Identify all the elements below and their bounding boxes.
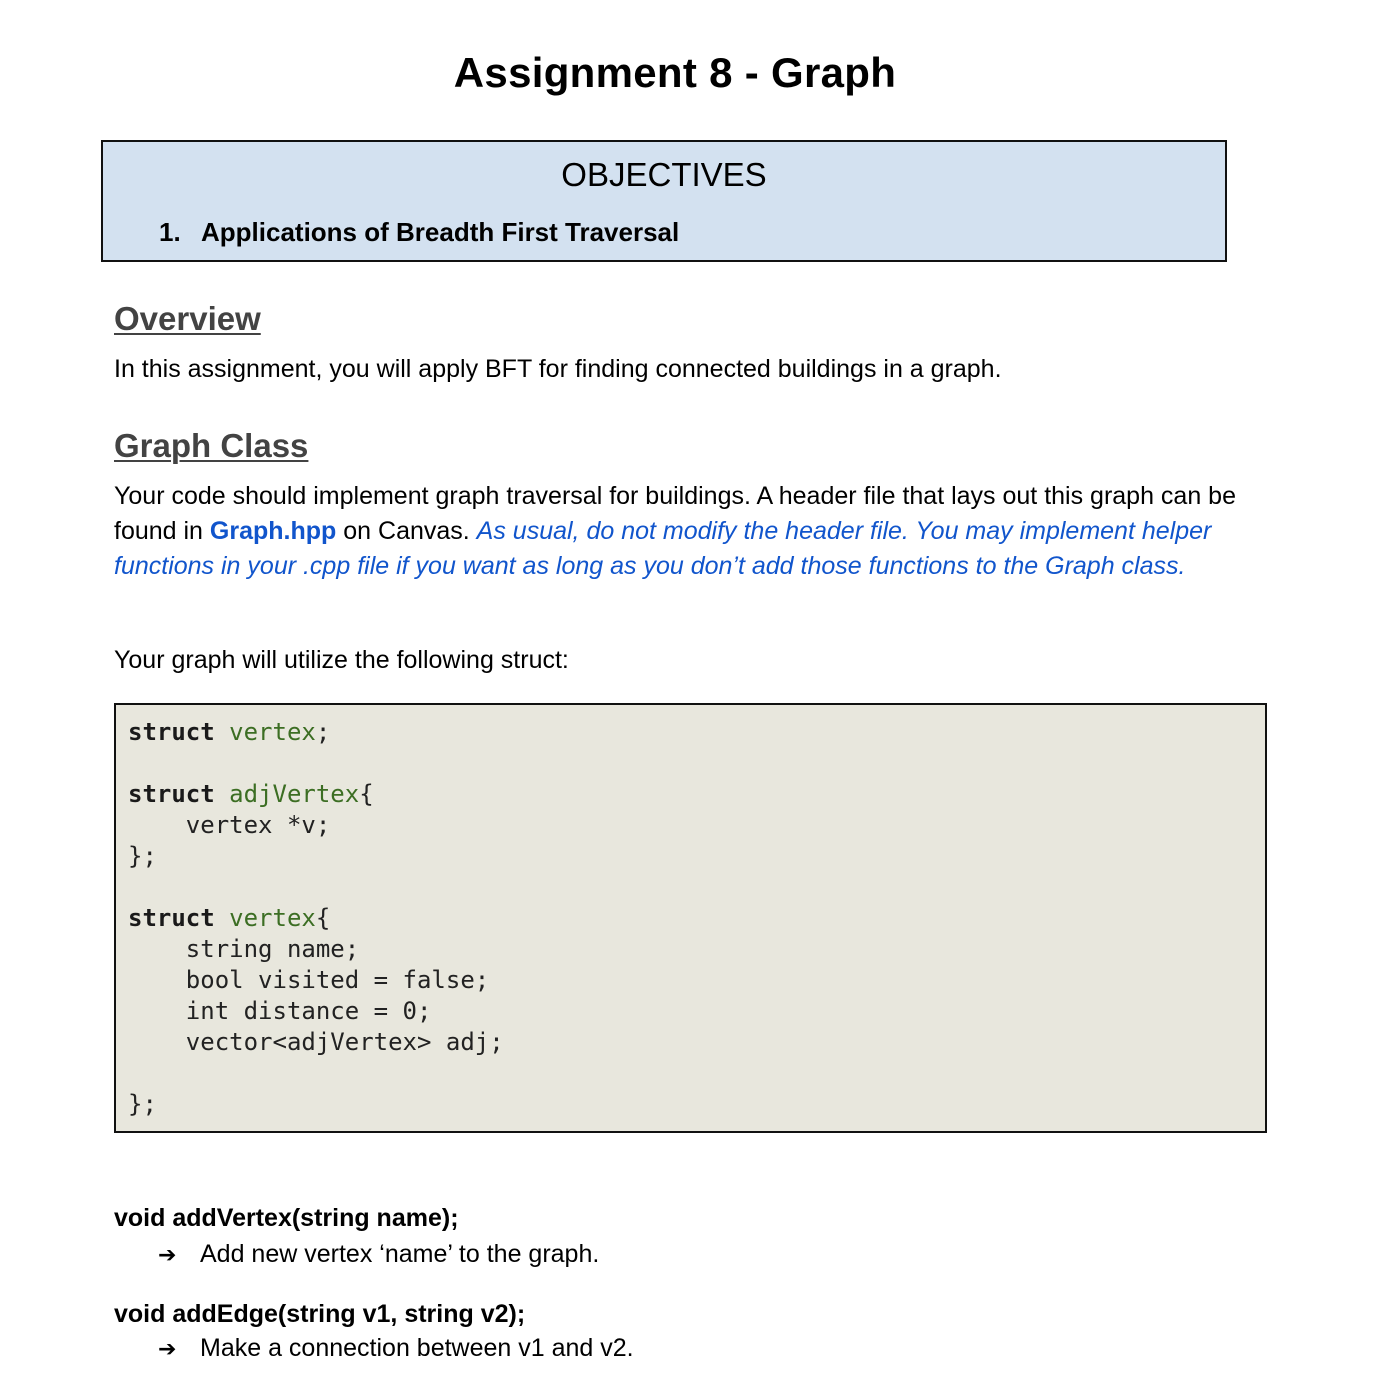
code-line-blank (128, 872, 504, 903)
overview-heading: Overview (114, 300, 261, 337)
objective-number: 1. (159, 217, 181, 247)
header-file-name: Graph.hpp (209, 517, 337, 545)
code-line-blank (128, 1058, 504, 1089)
code-line: int distance = 0; (128, 997, 432, 1025)
code-line: bool visited = false; (128, 966, 490, 994)
code-line: struct vertex; (128, 718, 331, 746)
graph-class-heading: Graph Class (114, 427, 309, 464)
header-file-note: As usual, do not modify the header file. You may implement helper functions in your .cpp file if you want as long as you don’t add those functions to the Graph class. (114, 517, 1212, 580)
code-line: string name; (128, 935, 360, 963)
struct-intro-text: Your graph will utilize the following struct: (114, 646, 569, 674)
code-line: }; (128, 842, 157, 870)
arrow-right-icon: ➔ (158, 1243, 177, 1268)
overview-text: In this assignment, you will apply BFT for finding connected buildings in a graph. (114, 355, 1002, 383)
code-line-blank (128, 748, 504, 779)
graph-class-text-part1: Your code should implement graph traversal for buildings. A header file that lays out this graph can be found in (114, 482, 1236, 545)
function-description-add-vertex: ➔ Add new vertex ‘name’ to the graph. (158, 1238, 599, 1272)
code-line: vector<adjVertex> adj; (128, 1028, 504, 1056)
code-line: }; (128, 1090, 157, 1118)
graph-class-text-part2: on Canvas. (336, 517, 477, 545)
function-signature-add-edge: void addEdge(string v1, string v2); (114, 1300, 526, 1328)
document-title: Assignment 8 - Graph (453, 49, 897, 96)
objectives-heading: OBJECTIVES (561, 156, 767, 193)
arrow-right-icon: ➔ (158, 1337, 177, 1362)
code-line: struct adjVertex{ (128, 780, 374, 808)
objectives-box (101, 140, 1227, 262)
objective-text: Applications of Breadth First Traversal (201, 217, 680, 247)
code-line: struct vertex{ (128, 904, 331, 932)
code-content (128, 717, 504, 1120)
code-line: vertex *v; (128, 811, 331, 839)
graph-class-description (114, 479, 1254, 584)
function-description-add-edge: ➔ Make a connection between v1 and v2. (158, 1332, 634, 1366)
function-signature-add-vertex: void addVertex(string name); (114, 1204, 459, 1232)
code-block (114, 703, 1267, 1133)
objective-item (159, 216, 679, 248)
